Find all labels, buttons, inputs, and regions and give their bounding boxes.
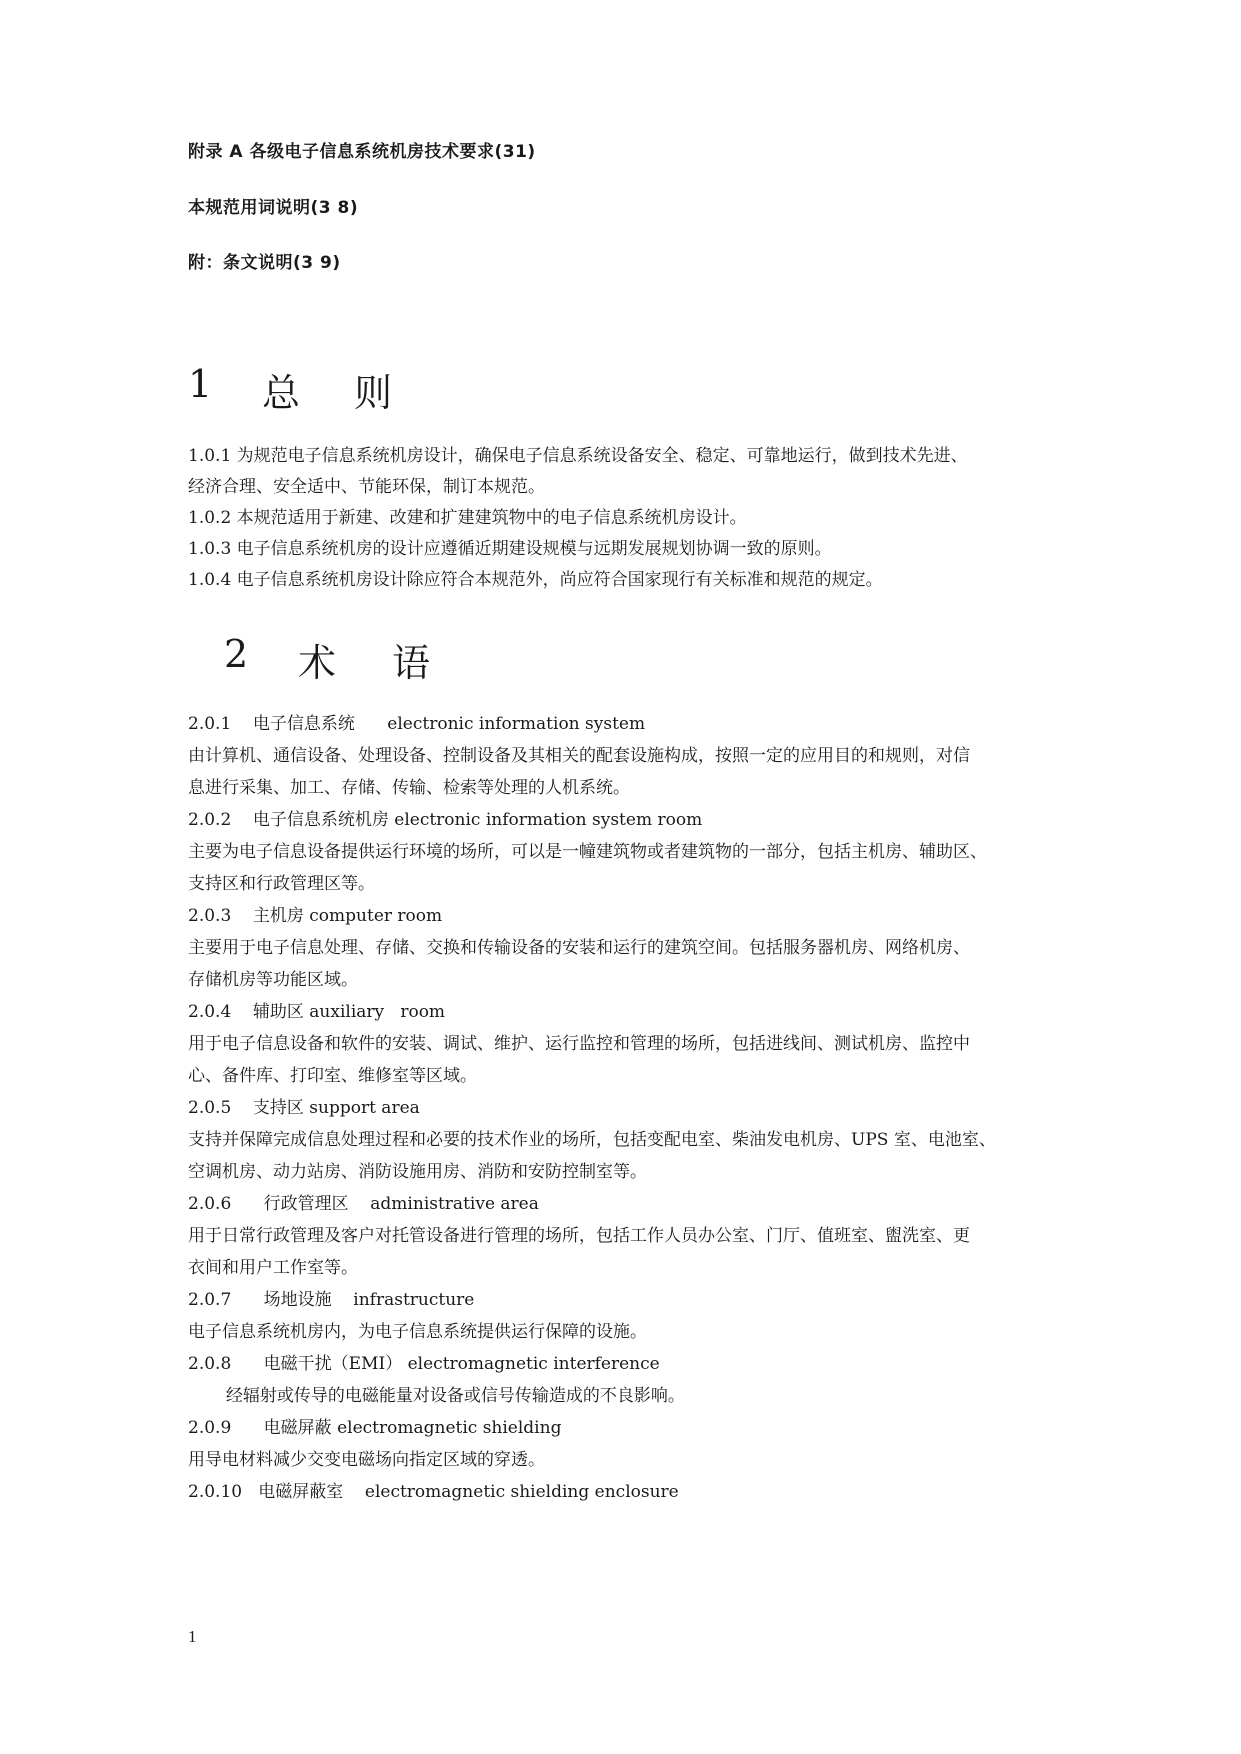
chapter-title-char: 则 (354, 371, 393, 415)
term-line: 用于日常行政管理及客户对托管设备进行管理的场所，包括工作人员办公室、门厅、值班室、盥洗室、更 (188, 1226, 970, 1246)
term-line: 2.0.1 电子信息系统 electronic information system (188, 714, 646, 734)
term-line: 用于电子信息设备和软件的安装、调试、维护、运行监控和管理的场所，包括进线间、测试机房、监控中 (188, 1034, 970, 1054)
chapter-number: 2 (224, 632, 249, 676)
chapter-number: 1 (188, 362, 213, 406)
term-line: 2.0.10 电磁屏蔽室 electromagnetic shielding enclosure (188, 1482, 679, 1502)
toc-appendix-a: 附录 A 各级电子信息系统机房技术要求(31) (188, 142, 536, 162)
term-line: 主要为电子信息设备提供运行环境的场所，可以是一幢建筑物或者建筑物的一部分，包括主机房、辅助区、 (188, 842, 987, 862)
paragraph-line: 1.0.4 电子信息系统机房设计除应符合本规范外，尚应符合国家现行有关标准和规范的规定。 (188, 570, 883, 590)
term-line: 心、备件库、打印室、维修室等区域。 (188, 1066, 477, 1086)
toc-usage-notes: 本规范用词说明(3 8) (188, 198, 359, 218)
term-line: 存储机房等功能区域。 (188, 970, 358, 990)
paragraph-line: 经济合理、安全适中、节能环保，制订本规范。 (188, 477, 545, 497)
term-line: 2.0.7 场地设施 infrastructure (188, 1290, 475, 1310)
chapter-title-char: 术 (298, 641, 337, 685)
term-line: 支持区和行政管理区等。 (188, 874, 375, 894)
paragraph-line: 1.0.1 为规范电子信息系统机房设计，确保电子信息系统设备安全、稳定、可靠地运行，做到技术先进、 (188, 446, 968, 466)
term-line: 电子信息系统机房内，为电子信息系统提供运行保障的设施。 (188, 1322, 647, 1342)
chapter-title-char: 总 (262, 371, 301, 415)
term-line: 支持并保障完成信息处理过程和必要的技术作业的场所，包括变配电室、柴油发电机房、UPS 室、电池室、 (188, 1130, 996, 1150)
term-line: 主要用于电子信息处理、存储、交换和传输设备的安装和运行的建筑空间。包括服务器机房、网络机房、 (188, 938, 970, 958)
toc-clause-notes: 附：条文说明(3 9) (188, 253, 341, 273)
term-line: 2.0.8 电磁干扰（EMI） electromagnetic interference (188, 1354, 660, 1374)
term-line: 2.0.5 支持区 support area (188, 1098, 420, 1118)
term-line: 2.0.6 行政管理区 administrative area (188, 1194, 539, 1214)
term-line: 2.0.3 主机房 computer room (188, 906, 443, 926)
term-line: 息进行采集、加工、存储、传输、检索等处理的人机系统。 (188, 778, 630, 798)
term-line: 空调机房、动力站房、消防设施用房、消防和安防控制室等。 (188, 1162, 647, 1182)
chapter-title-char: 语 (392, 641, 431, 685)
paragraph-line: 1.0.3 电子信息系统机房的设计应遵循近期建设规模与远期发展规划协调一致的原则。 (188, 539, 832, 559)
term-line: 2.0.2 电子信息系统机房 electronic information system room (188, 810, 703, 830)
page-number: 1 (188, 1627, 197, 1646)
term-line: 经辐射或传导的电磁能量对设备或信号传输造成的不良影响。 (188, 1386, 685, 1406)
paragraph-line: 1.0.2 本规范适用于新建、改建和扩建建筑物中的电子信息系统机房设计。 (188, 508, 747, 528)
term-line: 由计算机、通信设备、处理设备、控制设备及其相关的配套设施构成，按照一定的应用目的和规则，对信 (188, 746, 970, 766)
term-line: 衣间和用户工作室等。 (188, 1258, 358, 1278)
term-line: 2.0.9 电磁屏蔽 electromagnetic shielding (188, 1418, 562, 1438)
term-line: 2.0.4 辅助区 auxiliary room (188, 1002, 446, 1022)
term-line: 用导电材料减少交变电磁场向指定区域的穿透。 (188, 1450, 545, 1470)
